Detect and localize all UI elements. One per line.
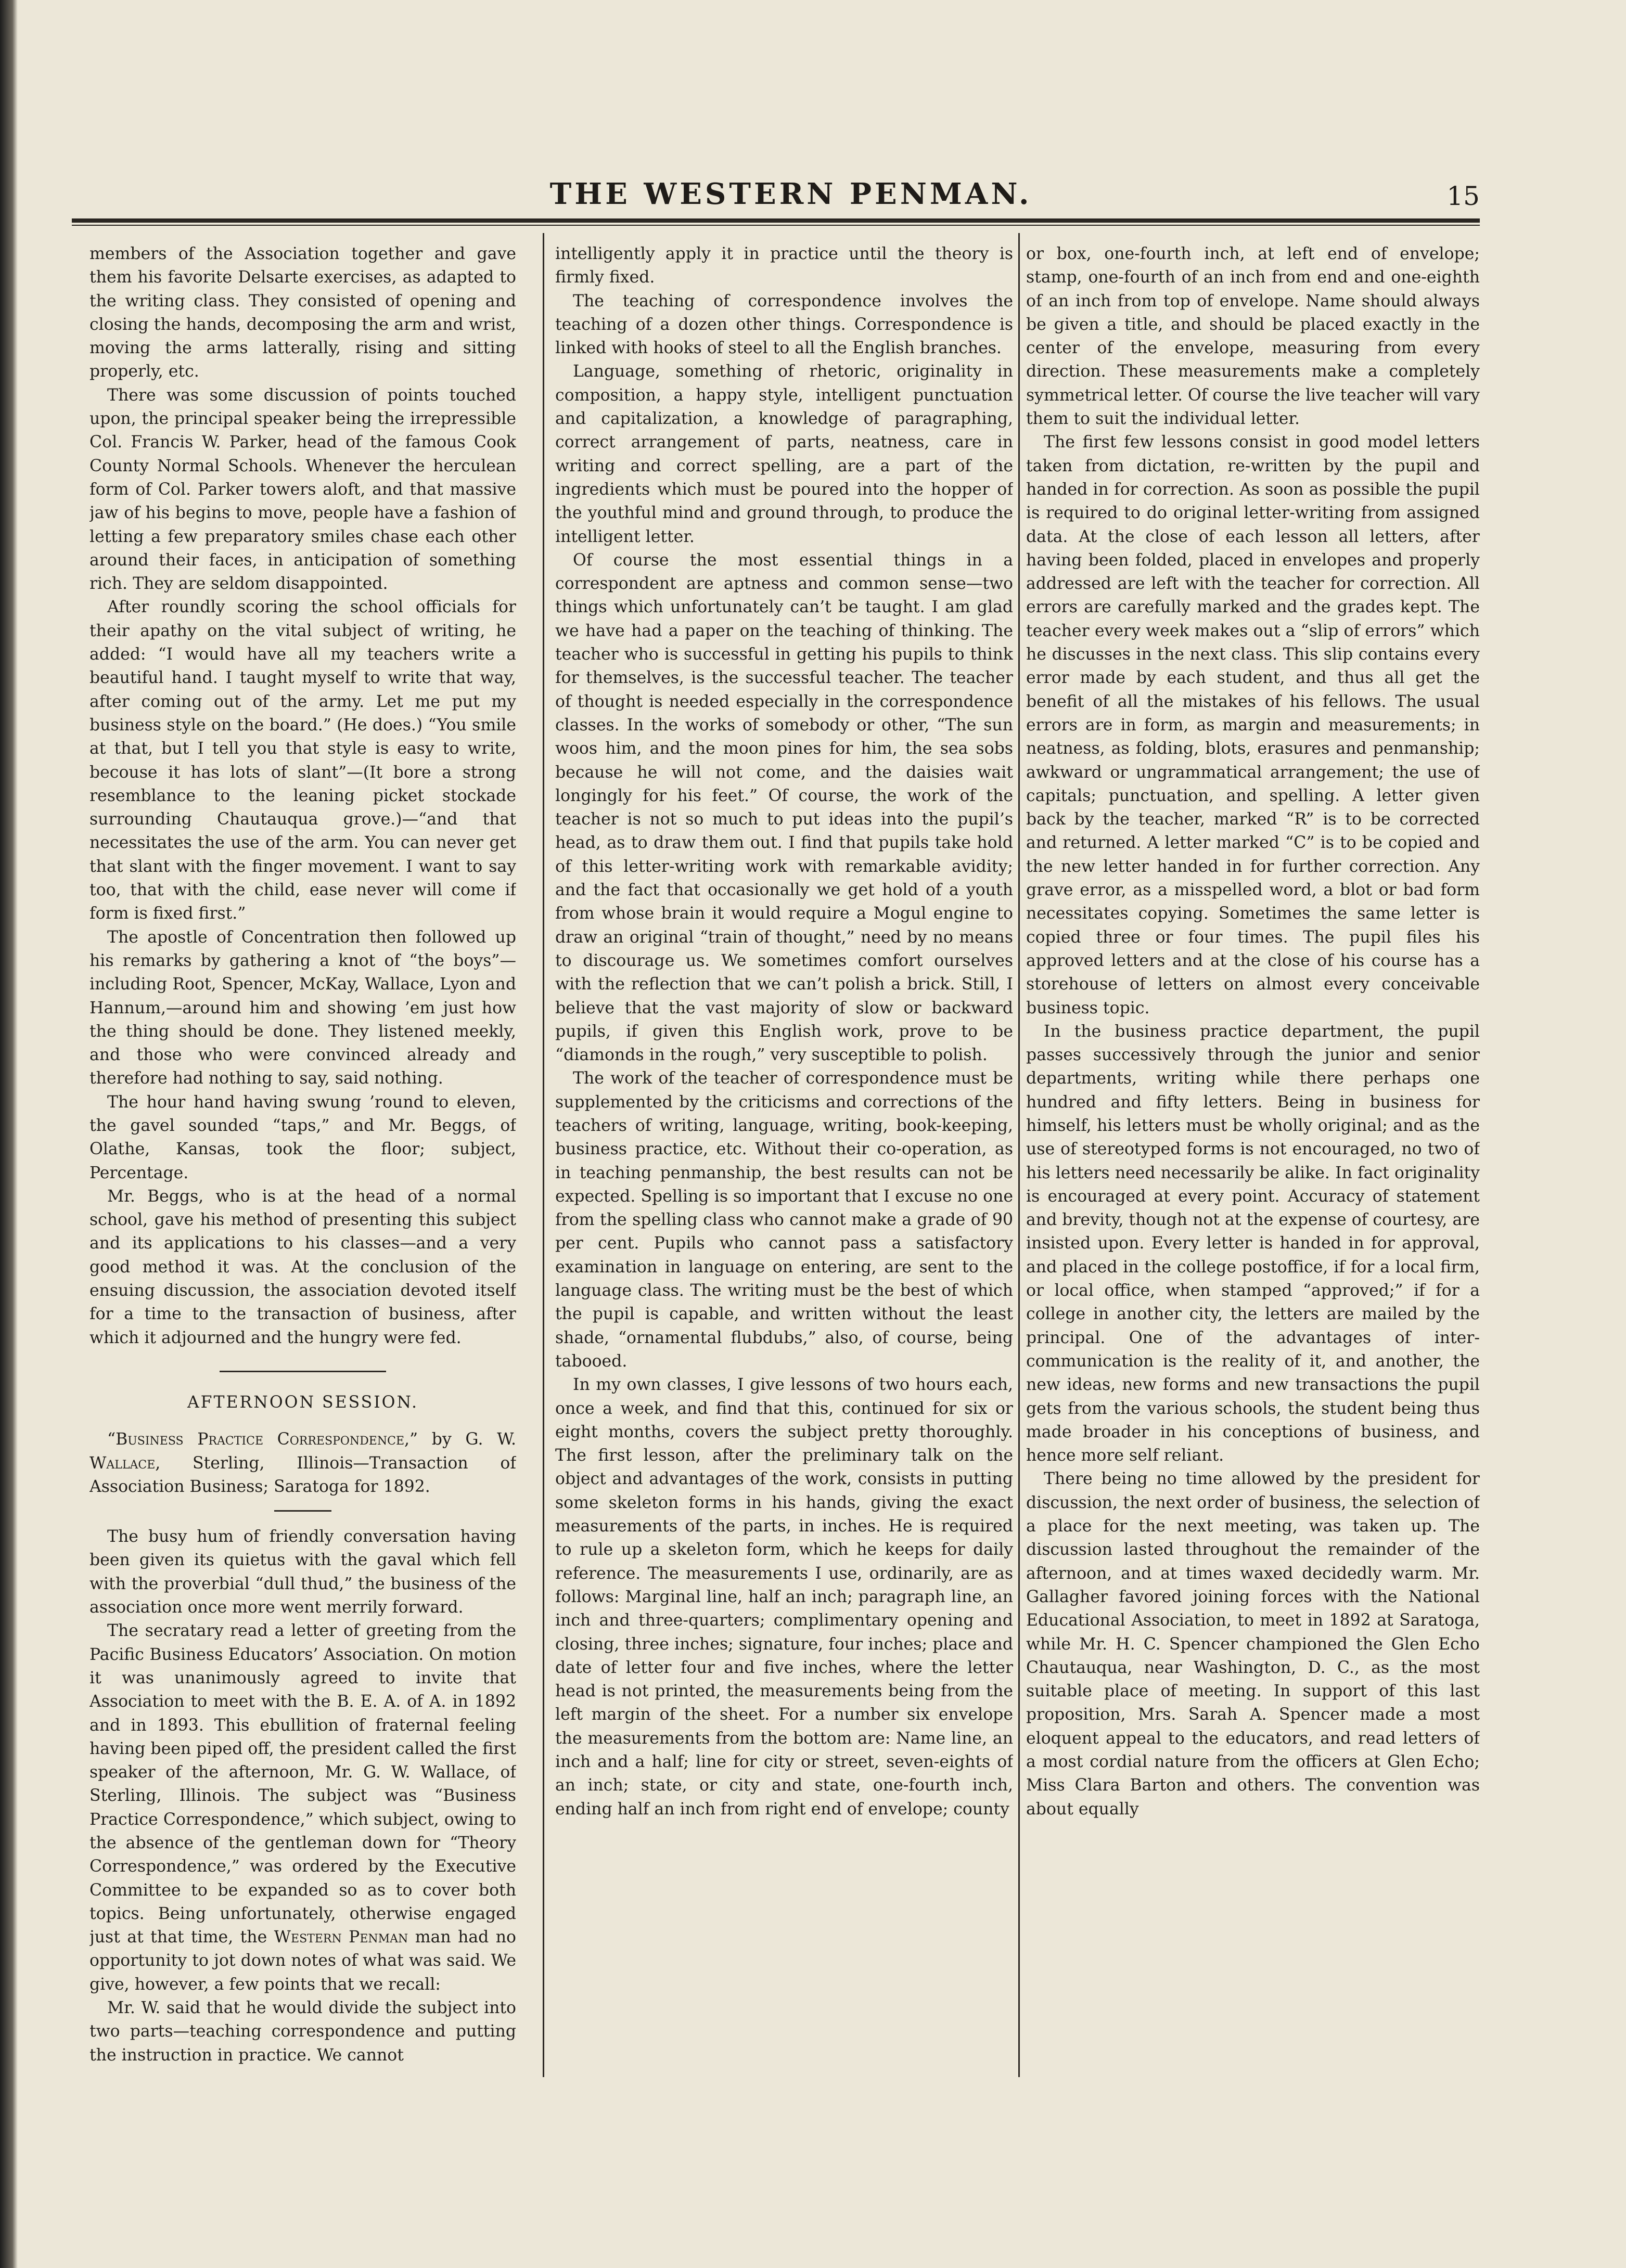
page-spine-shadow [0,0,18,2268]
paragraph-text: The secratary read a letter of greeting from the Pacific Business Educators’ Association. On motion it was unanimously agreed to invite that Association to meet with the B. E. A. of A. in 1892 and in 1893. This ebullition of fraternal feeling having been piped off, the president called the first speaker of the afternoon, Mr. G. W. Wallace, of Sterling, Illinois. The subject was “Business Practice Correspondence,” which subject, owing to the absence of the gentleman down for “Theory Correspondence,” was ordered by the Executive Committee to be expanded so as to cover both topics. Being unfortunately, otherwise engaged just at that time, the [89,1621,516,1947]
paragraph: Mr. W. said that he would divide the subject into two parts—teaching correspondence and putting the instruction in practice. We cannot [89,1999,516,2065]
paragraph: Language, something of rhetoric, originality in composition, a happy style, intelligent punctuation and capitalization, a knowledge of paragraphing, correct arrangement of parts, neatness, care in writing and correct spelling, are a part of the ingredients which must be poured into the hopper of the youthful mind and ground through, to produce the intelligent letter. [555,362,1013,546]
paragraph-text: man had no opportunity to jot down notes of what was said. We give, however, a few points that we recall: [89,1928,516,1994]
column-2 [555,242,1013,2094]
paragraph: There being no time allowed by the president for discussion, the next order of business, the selection of a place for the next meeting, was taken up. The discussion lasted throughout the remainder of the afternoon, and at times waxed decidedly warm. Mr. Gallagher favored joining forces with the National Educational Association, to meet in 1892 at Saratoga, while Mr. H. C. Spencer championed the Glen Echo Chautauqua, near Washington, D. C., as the most suitable place of meeting. In support of this last proposition, Mrs. Sarah A. Spencer made a most eloquent appeal to the educators, and read letters of a most cordial nature from the officers at Glen Echo; Miss Clara Barton and others. The convention was about equally [1026,1470,1480,1819]
paragraph: There was some discussion of points touched upon, the principal speaker being the irrepressible Col. Francis W. Parker, head of the famous Cook County Normal Schools. Whenever the herculean form of Col. Parker towers aloft, and that massive jaw of his begins to move, people have a fashion of letting a few preparatory smiles chase each other around their faces, in anticipation of something rich. They are seldom disappointed. [89,385,516,594]
paragraph: The work of the teacher of correspondence must be supplemented by the criticisms and corrections of the teachers of writing, language, writing, book-keeping, business practice, etc. Without their co-operation, as in teaching penmanship, the best results can not be expected. Spelling is so important that I excuse no one from the spelling class who cannot make a grade of 90 per cent. Pupils who cannot pass a satisfactory examination in language on entering, are sent to the language class. The writing must be the best of which the pupil is capable, and written without the least shade, “ornamental flubdubs,” also, of course, being tabooed. [555,1069,1013,1371]
column-rule-1 [543,233,544,2077]
subheading-rest: Sterling, Illinois—Transaction of Association Business; Saratoga for 1892. [89,1453,516,1496]
paragraph: In the business practice department, the pupil passes successively through the junior and senior departments, writing while there perhaps one hundred and fifty letters. Being in business for himself, his letters must be wholly original; and as the use of stereotyped forms is not encouraged, no two of his letters need necessarily be alike. In fact originality is encouraged at every point. Accuracy of statement and brevity, though not at the expense of courtesy, are insisted upon. Every letter is handed in for approval, and placed in the college postoffice, if for a local firm, or local office, when stamped “approved;” if for a college in another city, the letters are mailed by the principal. One of the advantages of inter-communication is the reality of it, and another, the new ideas, new forms and new transactions the pupil gets from the various schools, the student being thus made broader in his conceptions of business, and hence more self reliant. [1026,1022,1480,1465]
paragraph: members of the Association together and gave them his favorite Delsarte exercises, as adapted to the writing class. They consisted of opening and closing the hands, decomposing the arm and wrist, moving the arms latterally, rising and sitting properly, etc. [89,244,516,381]
paragraph: After roundly scoring the school officials for their apathy on the vital subject of writing, he added: “I would have all my teachers write a beautiful hand. I taught myself to write that way, after coming out of the army. Let me put my business style on the board.” (He does.) “You smile at that, but I tell you that style is easy to write, becouse it has lots of slant”—(It bore a strong resemblance to the leaning picket stockade surrounding Chautauqua grove.)—“and that necessitates the use of the arm. You can never get that slant with the finger movement. I want to say too, that with the child, ease never will come if form is fixed first.” [89,598,516,923]
paragraph: In my own classes, I give lessons of two hours each, once a week, and find that this, continued for six or eight months, covers the subject pretty thoroughly. The first lesson, after the preliminary talk on the object and advantages of the work, consists in putting some skeleton forms in his hands, giving the exact measurements of the parts, in inches. He is required to rule up a skeleton form, which he keeps for daily reference. The measurements I use, ordinarily, are as follows: Marginal line, half an inch; paragraph line, an inch and three-quarters; complimentary opening and closing, three inches; signature, four inches; place and date of letter four and five inches, where the letter head is not printed, the measurements being from the left margin of the sheet. For a number six envelope the measurements from the bottom are: Name line, an inch and a half; line for city or street, seven-eights of an inch; state, or city and state, one-fourth inch, ending half an inch from right end of envelope; county [555,1375,1013,1819]
section-heading: AFTERNOON SESSION. [187,1393,419,1412]
paragraph: intelligently apply it in practice until the theory is firmly fixed. [555,244,1013,287]
paragraph [89,1619,516,1996]
column-3 [1026,242,1480,2094]
paragraph: The busy hum of friendly conversation having been given its quietus with the gaval which fell with the proverbial “dull thud,” the business of the association once more went merrily forward. [89,1527,516,1617]
short-divider [274,1510,331,1512]
paragraph: Of course the most essential things in a correspondent are aptness and common sense—two things which unfortunately can’t be taught. I am glad we have had a paper on the teaching of thinking. The teacher who is successful in getting his pupils to think for themselves, is the successful teacher. The teacher of thought is needed especially in the correspondence classes. In the works of somebody or other, “The sun woos him, and the moon pines for him, the sea sobs because he will not come, and the daisies wait longingly for his feet.” Of course, the work of the teacher is not so much to put ideas into the pupil’s head, as to draw them out. I find that pupils take hold of this letter-writing work with remarkable avidity; and the fact that occasionally we get hold of a youth from whose brain it would require a Mogul engine to draw an original “train of thought,” need by no means to discourage us. We sometimes comfort ourselves with the reflection that we can’t polish a brick. Still, I believe that the vast majority of slow or backward pupils, if given this English work, prove to be “diamonds in the rough,” very susceptible to polish. [555,550,1013,1065]
subheading-author: G. W. Wallace, [89,1430,516,1473]
page-header [104,165,1478,217]
paragraph: or box, one-fourth inch, at left end of envelope; stamp, one-fourth of an inch from end and one-eighth of an inch from top of envelope. Name should always be given a title, and should be placed exactly in the center of the envelope, measuring from every direction. These measurements make a completely symmetrical letter. Of course the live teacher will vary them to suit the individual letter. [1026,244,1480,429]
column-rule-2 [1018,233,1020,2077]
header-double-rule [72,218,1480,226]
page-number: 15 [1446,181,1480,211]
section-divider [220,1371,386,1372]
column-1 [89,242,516,2094]
publication-name: Western Penman [274,1928,408,1947]
running-title: THE WESTERN PENMAN. [549,177,1032,211]
paragraph: The apostle of Concentration then followed up his remarks by gathering a knot of “the boys”—including Root, Spencer, McKay, Wallace, Lyon and Hannum,—around him and showing ’em just how the thing should be done. They listened meekly, and those who were convinced already and therefore had nothing to say, said nothing. [89,927,516,1088]
paragraph: The hour hand having swung ’round to eleven, the gavel sounded “taps,” and Mr. Beggs, of Olathe, Kansas, took the floor; subject, Percentage. [89,1092,516,1182]
subheading [89,1428,516,1499]
subheading-by: by [418,1430,466,1449]
paragraph: The first few lessons consist in good model letters taken from dictation, re-written by the pupil and handed in for correction. As soon as possible the pupil is required to do original letter-writing from assigned data. At the close of each lesson all letters, after having been folded, placed in envelopes and properly addressed are left with the teacher for correction. All errors are carefully marked and the grades kept. The teacher every week makes out a “slip of errors” which he discusses in the next class. This slip contains every error made by each student, and thus all get the benefit of all the mistakes of his fellows. The usual errors are in form, as margin and measurements; in neatness, as folding, blots, erasures and penmanship; awkward or ungrammatical arrangement; the use of capitals; punctuation, and spelling. A letter given back by the teacher, marked “R” is to be corrected and returned. A letter marked “C” is to be copied and the new letter handed in for further correction. Any grave error, as a misspelled word, a blot or bad form necessitates copying. Sometimes the same letter is copied three or four times. The pupil files his approved letters and at the close of his course has a storehouse of letters on almost every conceivable business topic. [1026,433,1480,1017]
paragraph: The teaching of correspondence involves the teaching of a dozen other things. Correspondence is linked with hooks of steel to all the English branches. [555,291,1013,358]
paragraph: Mr. Beggs, who is at the head of a normal school, gave his method of presenting this subject and its applications to his classes—and a very good method it was. At the conclusion of the ensuing discussion, the association devoted itself for a time to the transaction of business, after which it adjourned and the hungry were fed. [89,1187,516,1347]
subheading-title: “Business Practice Correspondence,” [107,1430,418,1449]
